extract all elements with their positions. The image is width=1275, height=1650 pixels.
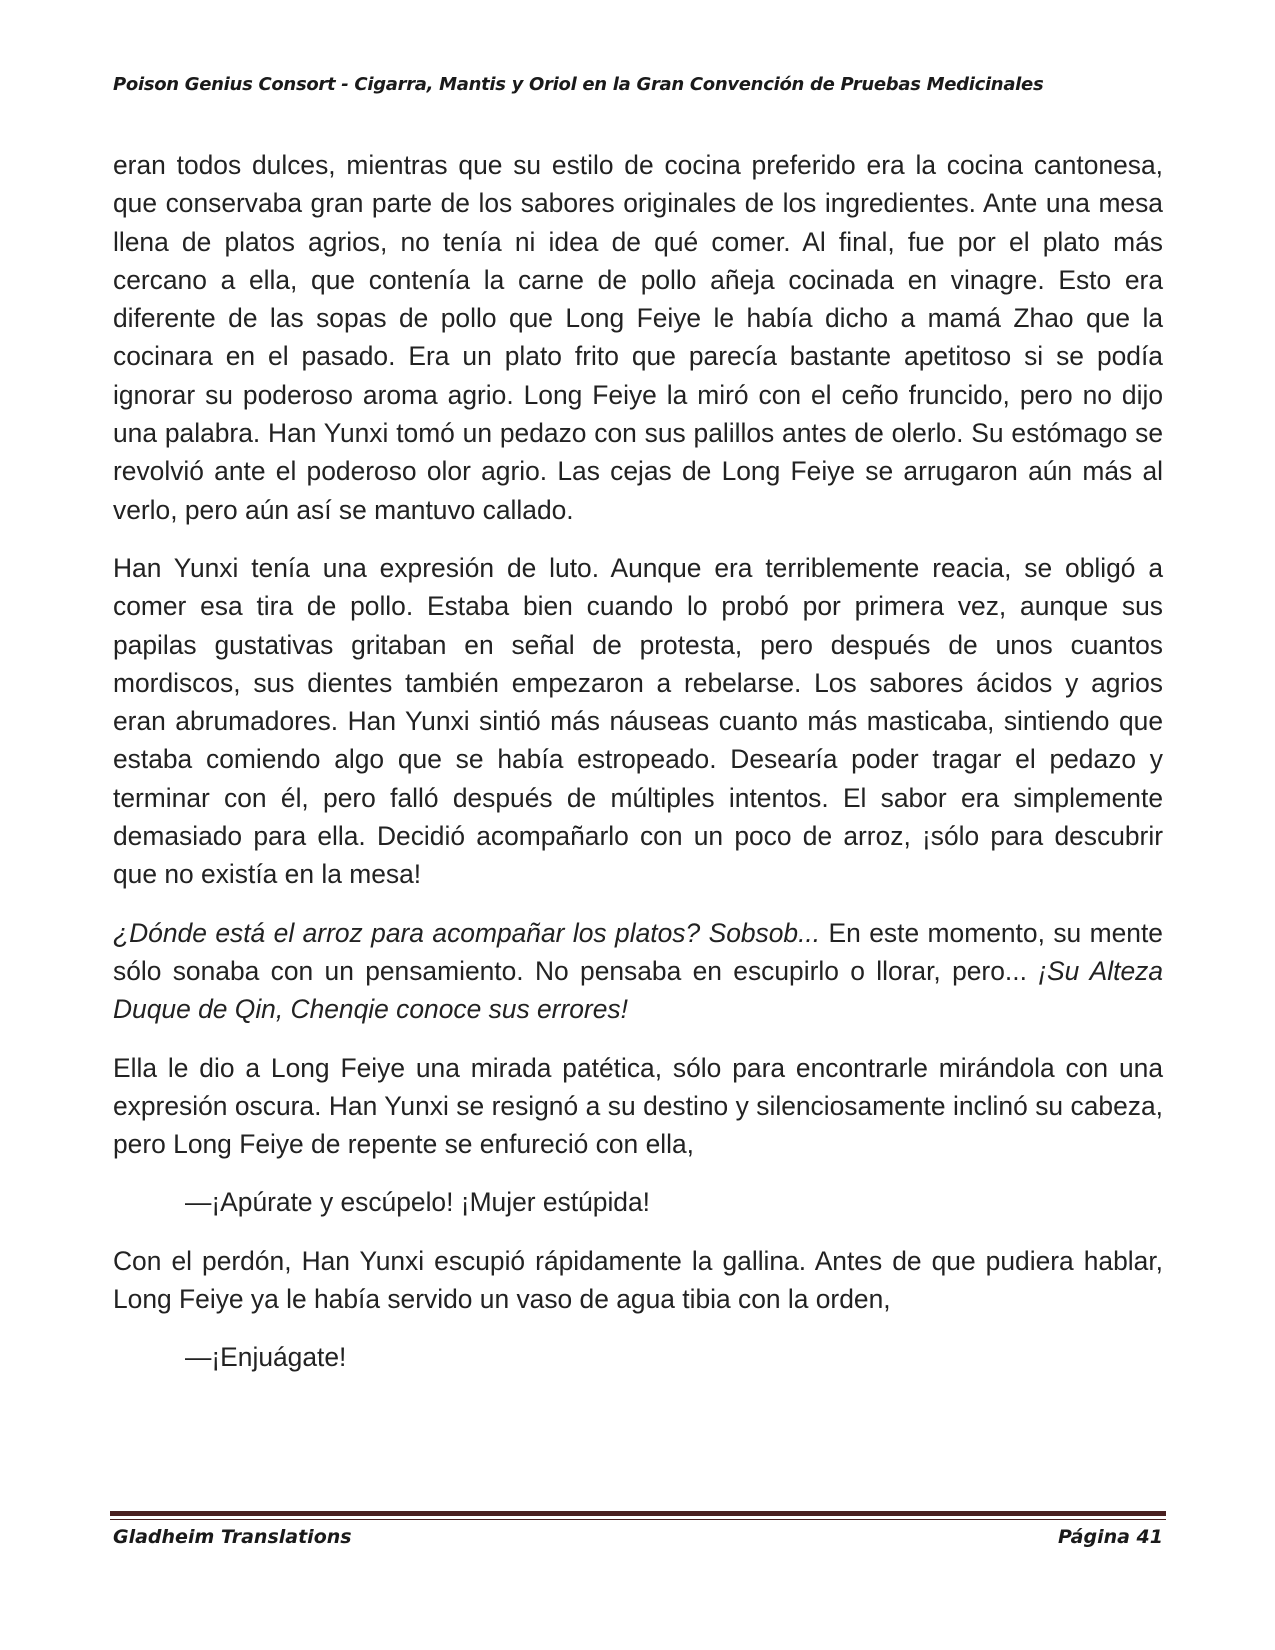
- dialog-line-2: —¡Enjuágate!: [185, 1342, 347, 1373]
- dialog-line-1: —¡Apúrate y escúpelo! ¡Mujer estúpida!: [185, 1187, 650, 1218]
- paragraph-6: Con el perdón, Han Yunxi escupió rápidamente la gallina. Antes de que pudiera hablar, Long Feiye ya le había servido un vaso de agua tibia con la orden,: [113, 1245, 1163, 1315]
- footer-rule-thin: [110, 1519, 1166, 1520]
- document-body: [113, 146, 1163, 1397]
- footer-publisher: Gladheim Translations: [113, 1526, 352, 1548]
- paragraph-3: [113, 914, 1163, 1029]
- paragraph-1: eran todos dulces, mientras que su estilo de cocina preferido era la cocina cantonesa, que conservaba gran parte de los sabores originales de los ingredientes. Ante una mesa llena de platos agrios, no tenía ni idea de qué comer. Al final, fue por el plato más cercano a ella, que contenía la carne de pollo añeja cocinada en vinagre. Esto era diferente de las sopas de pollo que Long Feiye le había dicho a mamá Zhao que la cocinara en el pasado. Era un plato frito que parecía bastante apetitoso si se podía ignorar su poderoso aroma agrio. Long Feiye la miró con el ceño fruncido, pero no dijo una palabra. Han Yunxi tomó un pedazo con sus palillos antes de olerlo. Su estómago se revolvió ante el poderoso olor agrio. Las cejas de Long Feiye se arrugaron aún más al verlo, pero aún así se mantuvo callado.: [113, 150, 1163, 525]
- footer-page-number: Página 41: [1057, 1526, 1163, 1548]
- page-header-title: Poison Genius Consort - Cigarra, Mantis y Oriol en la Gran Convención de Pruebas Medicinales: [113, 74, 1044, 95]
- footer-rule-thick: [110, 1511, 1166, 1516]
- paragraph-3-italic-start: ¿Dónde está el arroz para acompañar los platos? Sobsob...: [113, 917, 821, 948]
- paragraph-3-middle: En este momento, su mente sólo sonaba con un pensamiento. No pensaba en escupirlo o llorar, pero...: [113, 917, 1163, 986]
- paragraph-4: Ella le dio a Long Feiye una mirada patética, sólo para encontrarle mirándola con una expresión oscura. Han Yunxi se resignó a su destino y silenciosamente inclinó su cabeza, pero Long Feiye de repente se enfureció con ella,: [113, 1052, 1163, 1160]
- paragraph-3-italic-end: ¡Su Alteza Duque de Qin, Chenqie conoce sus errores!: [113, 955, 1163, 1025]
- paragraph-2: Han Yunxi tenía una expresión de luto. Aunque era terriblemente reacia, se obligó a comer esa tira de pollo. Estaba bien cuando lo probó por primera vez, aunque sus papilas gustativas gritaban en señal de protesta, pero después de unos cuantos mordiscos, sus dientes también empezaron a rebelarse. Los sabores ácidos y agrios eran abrumadores. Han Yunxi sintió más náuseas cuanto más masticaba, sintiendo que estaba comiendo algo que se había estropeado. Desearía poder tragar el pedazo y terminar con él, pero falló después de múltiples intentos. El sabor era simplemente demasiado para ella. Decidió acompañarlo con un poco de arroz, ¡sólo para descubrir que no existía en la mesa!: [113, 552, 1163, 890]
